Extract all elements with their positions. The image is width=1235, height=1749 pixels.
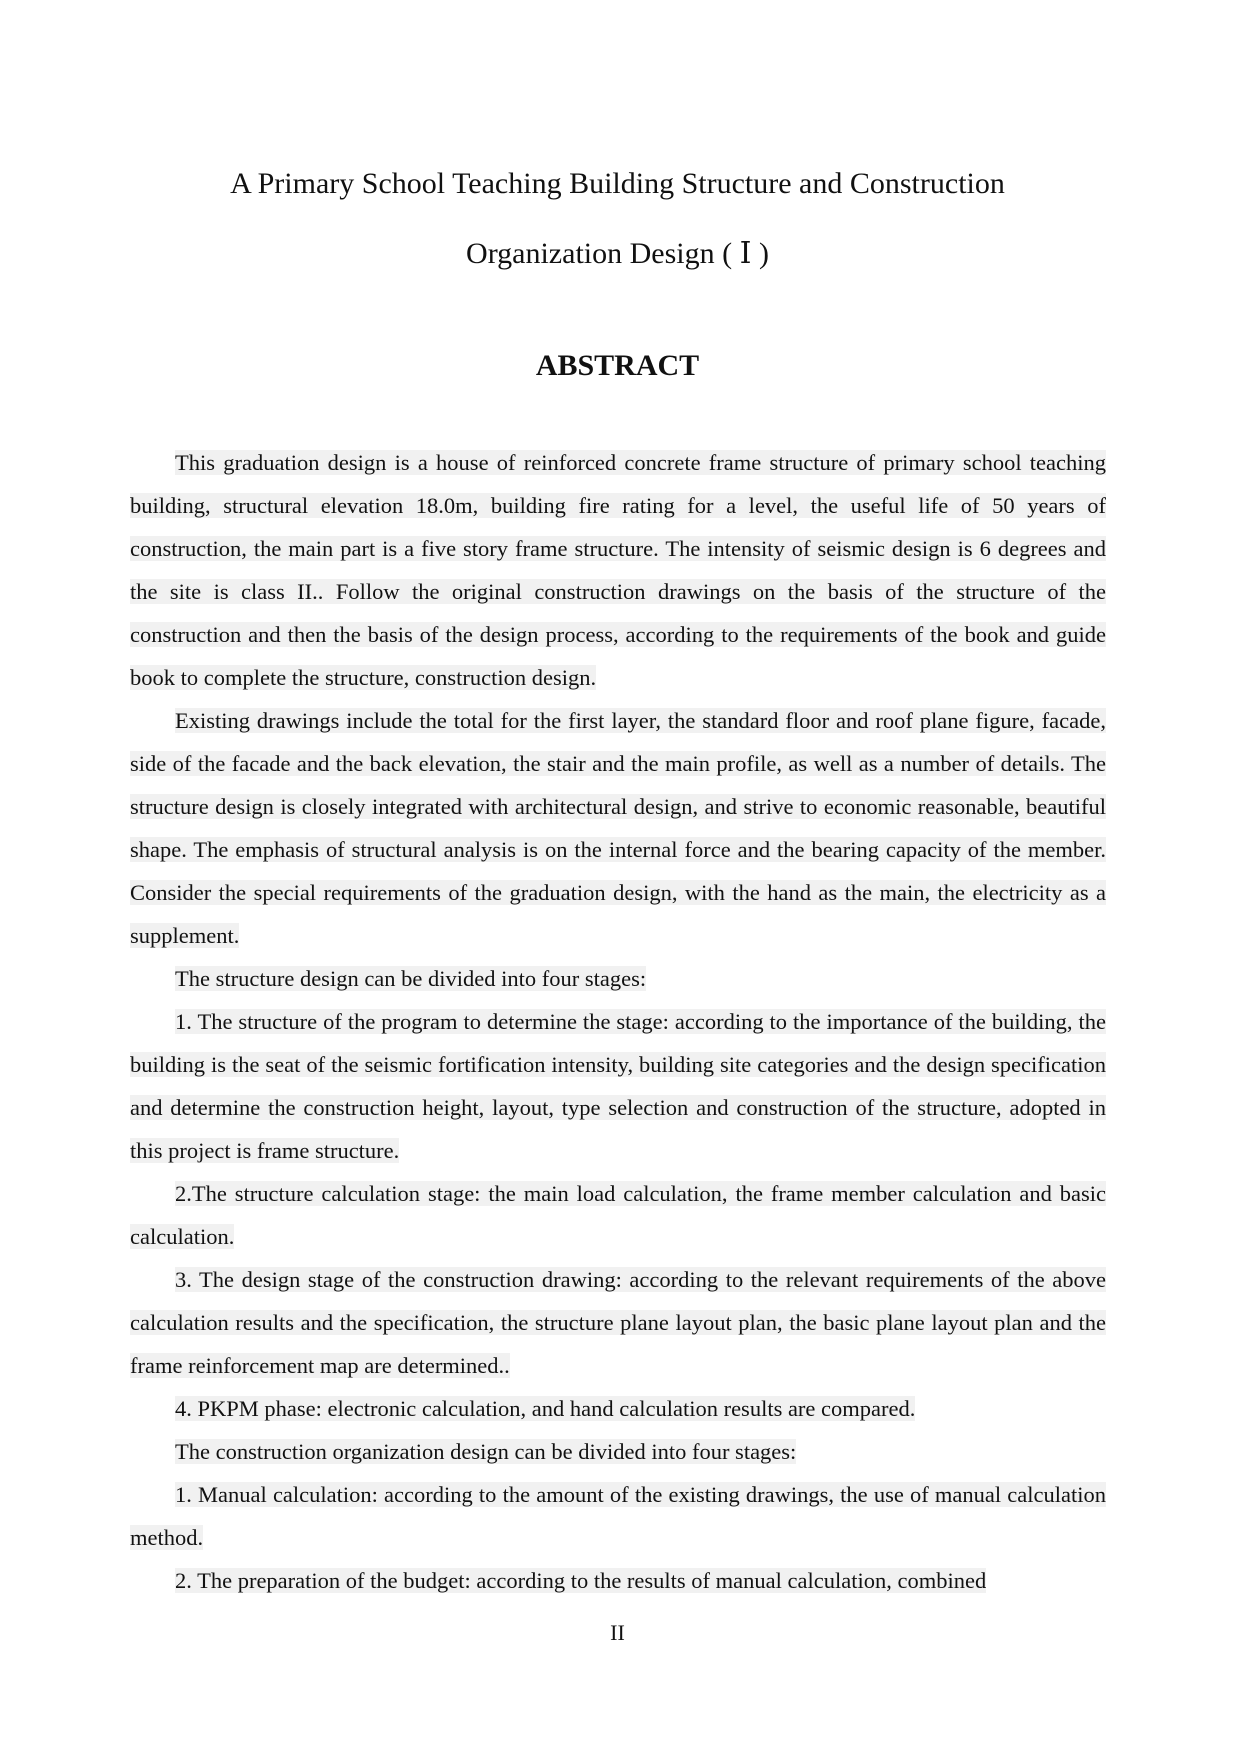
title-line-2: Organization Design ( Ⅰ ) [466, 237, 769, 270]
title-line-1: A Primary School Teaching Building Structure and Construction [230, 167, 1005, 200]
paragraph: 3. The design stage of the construction drawing: according to the relevant requirements of the above calculation results and the specification, the structure plane layout plan, the basic plane layout plan and the frame reinforcement map are determined.. [130, 1267, 1106, 1378]
paragraph: The structure design can be divided into four stages: [175, 966, 647, 991]
page-number: II [610, 1620, 625, 1645]
paragraph: 1. The structure of the program to determine the stage: according to the importance of the building, the building is the seat of the seismic fortification intensity, building site categories and the design specification and determine the construction height, layout, type selection and construction of the structure, adopted in this project is frame structure. [130, 1009, 1106, 1163]
paragraph: 4. PKPM phase: electronic calculation, and hand calculation results are compared. [175, 1396, 916, 1421]
paragraph: 1. Manual calculation: according to the amount of the existing drawings, the use of manual calculation method. [130, 1482, 1106, 1550]
abstract-body [130, 441, 1106, 1602]
abstract-heading: ABSTRACT [535, 349, 700, 382]
paragraph: The construction organization design can be divided into four stages: [175, 1439, 797, 1464]
paragraph: 2. The preparation of the budget: according to the results of manual calculation, combined [175, 1568, 987, 1593]
paragraph: 2.The structure calculation stage: the main load calculation, the frame member calculation and basic calculation. [130, 1181, 1106, 1249]
paragraph: Existing drawings include the total for the first layer, the standard floor and roof plane figure, facade, side of the facade and the back elevation, the stair and the main profile, as well as a number of details. The structure design is closely integrated with architectural design, and strive to economic reasonable, beautiful shape. The emphasis of structural analysis is on the internal force and the bearing capacity of the member. Consider the special requirements of the graduation design, with the hand as the main, the electricity as a supplement. [130, 708, 1106, 948]
paragraph: This graduation design is a house of reinforced concrete frame structure of primary school teaching building, structural elevation 18.0m, building fire rating for a level, the useful life of 50 years of construction, the main part is a five story frame structure. The intensity of seismic design is 6 degrees and the site is class II.. Follow the original construction drawings on the basis of the structure of the construction and then the basis of the design process, according to the requirements of the book and guide book to complete the structure, construction design. [130, 450, 1106, 690]
